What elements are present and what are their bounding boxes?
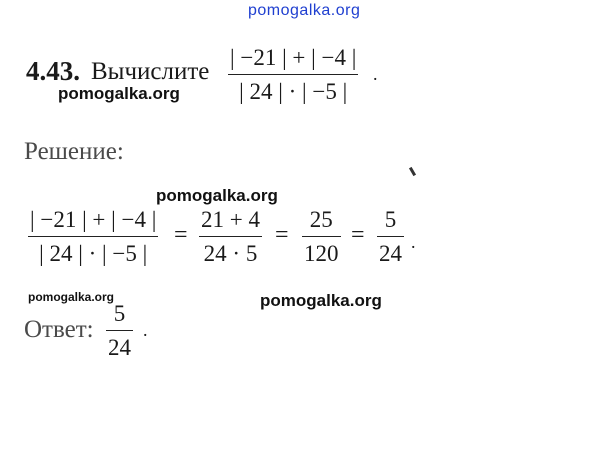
equals-sign: = [351,222,365,248]
fraction-denominator: 24 [379,241,402,267]
fraction-numerator: 21 + 4 [201,207,260,232]
solution-fraction-4 [377,206,404,268]
fraction-numerator: 5 [384,207,397,232]
fraction-denominator: | 24 | · | −5 | [239,79,348,105]
watermark-label: pomogalka.org [58,84,180,103]
fraction-numerator: | −21 | + | −4 | [30,207,157,232]
answer-label: Ответ: [24,316,94,343]
fraction-bar [106,330,133,331]
fraction-denominator: | 24 | · | −5 | [39,241,148,267]
fraction-denominator: 120 [304,241,339,267]
solution-period: . [411,232,416,252]
problem-text: Вычислите [91,58,210,85]
solution-fraction-1 [28,206,158,268]
problem-period: . [373,64,378,84]
equals-sign: = [275,222,289,248]
watermark-label: pomogalka.org [260,291,382,310]
watermark-label: pomogalka.org [156,186,278,205]
solution-fraction-2 [199,206,262,268]
stray-ink-mark [409,167,416,176]
solution-fraction-3 [302,206,341,268]
fraction-numerator: 25 [309,207,333,232]
fraction-bar [228,74,358,75]
answer-fraction [106,300,133,362]
fraction-numerator: 5 [113,301,126,326]
fraction-bar [28,236,158,237]
fraction-bar [377,236,404,237]
solution-title: Решение: [24,138,124,165]
fraction-numerator: | −21 | + | −4 | [230,45,357,70]
fraction-denominator: 24 · 5 [203,241,258,267]
problem-fraction [228,44,358,106]
watermark-label: pomogalka.org [28,290,115,304]
fraction-bar [199,236,262,237]
fraction-bar [302,236,341,237]
watermark-top[interactable]: pomogalka.org [248,2,361,19]
problem-number: 4.43. [26,56,80,86]
answer-period: . [143,320,148,340]
fraction-denominator: 24 [108,335,131,361]
equals-sign: = [174,222,188,248]
